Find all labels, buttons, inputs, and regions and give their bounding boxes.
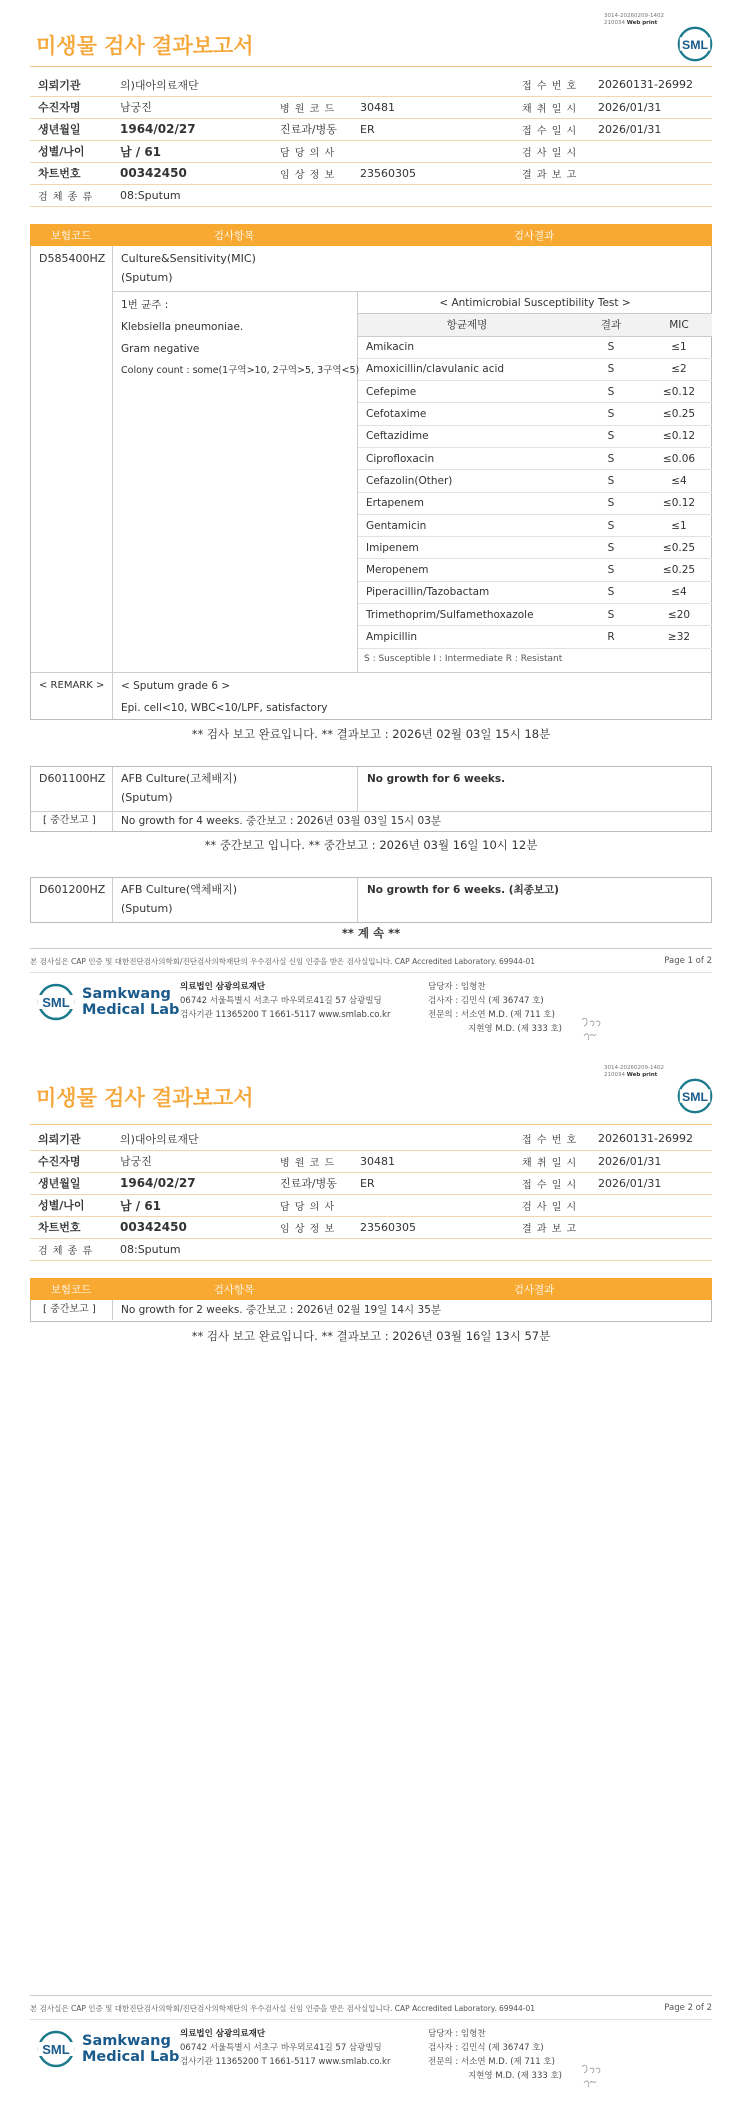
sex-age-label: 성별/나이: [30, 1194, 112, 1216]
collect-date-value: 2026/01/31: [590, 96, 712, 118]
institution-label: 의뢰기관: [30, 1128, 112, 1150]
ast-row: [358, 336, 712, 358]
test1-block: [30, 246, 712, 720]
lab-address: 의료법인 삼광의료재단 06742 서울특별시 서초구 바우뫼로41길 57 삼광빌딩 검사기관 11365200 T 1661-5117 www.smlab.co.kr: [180, 2029, 391, 2067]
patient-label: 수진자명: [30, 1150, 112, 1172]
birth-label: 생년월일: [30, 118, 112, 140]
institution-value: 의)대아의료재단: [112, 1128, 514, 1150]
test-date-label: 검 사 일 시: [514, 140, 590, 162]
page-number: Page 1 of 2: [664, 956, 712, 966]
ast-row: [358, 358, 712, 380]
sml-logo-icon: [676, 1077, 714, 1115]
signature-icon: [578, 1010, 612, 1042]
lab-staff: 담당자 : 임형찬 검사자 : 김민식 (제 36747 호) 전문의 : 서소연 M.D. (제 711 호) 지현영 M.D. (제 333 호): [428, 982, 563, 1034]
page2-interim: No growth for 2 weeks. 중간보고 : 2026년 02월 19일 14시 35분: [121, 1304, 442, 1316]
specimen-label: 검 체 종 류: [30, 1238, 112, 1260]
ast-mic: ≤1: [646, 336, 712, 358]
chart-label: 차트번호: [30, 162, 112, 184]
ast-result: S: [576, 358, 646, 380]
continued-note: ** 계 속 **: [341, 926, 401, 940]
birth-label: 생년월일: [30, 1172, 112, 1194]
ast-mic: ≤4: [646, 581, 712, 603]
institution-value: 의)대아의료재단: [112, 74, 514, 96]
ast-drug: Amoxicillin/clavulanic acid: [358, 358, 576, 380]
ast-result: S: [576, 470, 646, 492]
col-result: 검사결과: [513, 229, 555, 242]
brand-logo: [36, 2029, 179, 2069]
ast-drug: Meropenem: [358, 559, 576, 581]
ast-row: [358, 559, 712, 581]
ast-legend: S : Susceptible I : Intermediate R : Resistant: [364, 653, 563, 664]
ast-drug: Cefotaxime: [358, 403, 576, 425]
specimen-value: 08:Sputum: [112, 184, 712, 206]
ast-result: S: [576, 581, 646, 603]
birth-value: 1964/02/27: [112, 1172, 272, 1194]
col-code: 보험코드: [50, 229, 92, 242]
ast-mic: ≤0.12: [646, 381, 712, 403]
collect-date-label: 채 취 일 시: [514, 1150, 590, 1172]
doctor-value: [352, 140, 514, 162]
report-value: [590, 162, 712, 184]
chart-label: 차트번호: [30, 1216, 112, 1238]
remark-grade: < Sputum grade 6 >: [121, 680, 231, 692]
clinical-value: 23560305: [352, 162, 514, 184]
patient-header: [30, 1128, 712, 1261]
chart-value: 00342450: [112, 1216, 272, 1238]
ast-drug: Amikacin: [358, 336, 576, 358]
ast-result: S: [576, 559, 646, 581]
ast-row: [358, 381, 712, 403]
report-title: 미생물 검사 결과보고서: [36, 1086, 254, 1110]
svg-text:SML: SML: [681, 1089, 709, 1104]
sml-logo-icon: [676, 25, 714, 63]
sex-age-value: 남 / 61: [112, 1194, 272, 1216]
ast-row: [358, 425, 712, 447]
sex-age-value: 남 / 61: [112, 140, 272, 162]
test2-status: ** 중간보고 입니다. ** 중간보고 : 2026년 03월 16일 10시 12분: [204, 838, 538, 852]
ast-row: [358, 626, 712, 648]
test2-specimen: (Sputum): [121, 791, 173, 804]
ast-header-drug: 항균제명: [358, 314, 576, 336]
remark-detail: Epi. cell<10, WBC<10/LPF, satisfactory: [121, 702, 328, 714]
ast-mic: ≥32: [646, 626, 712, 648]
ast-row: [358, 604, 712, 626]
results-header-band: [30, 1278, 712, 1300]
ast-result: S: [576, 336, 646, 358]
report-label: 결 과 보 고: [514, 162, 590, 184]
cert-note: 본 검사실은 CAP 인증 및 대한진단검사의학회/진단검사의학재단의 우수검사실 신임 인증을 받은 검사실입니다. CAP Accredited Laboratory. 69944-01: [30, 2004, 536, 2013]
sex-age-label: 성별/나이: [30, 140, 112, 162]
dept-label: 진료과/병동: [272, 1172, 352, 1194]
birth-value: 1964/02/27: [112, 118, 272, 140]
sml-brand-icon: [36, 982, 76, 1022]
cert-note: 본 검사실은 CAP 인증 및 대한진단검사의학회/진단검사의학재단의 우수검사실 신임 인증을 받은 검사실입니다. CAP Accredited Laboratory. 69944-01: [30, 957, 536, 966]
clinical-label: 임 상 정 보: [272, 1216, 352, 1238]
ast-row: [358, 514, 712, 536]
ast-result: S: [576, 425, 646, 447]
hospital-code-value: 30481: [352, 96, 514, 118]
dept-value: ER: [352, 1172, 514, 1194]
receipt-date-value: 2026/01/31: [590, 118, 712, 140]
ast-row: [358, 492, 712, 514]
isolate-label: 1번 균주 :: [121, 299, 169, 311]
ast-drug: Trimethoprim/Sulfamethoxazole: [358, 604, 576, 626]
ast-result: S: [576, 514, 646, 536]
ast-row: [358, 537, 712, 559]
test-date-value: [590, 1194, 712, 1216]
document-code: 3014-20260209-1402 210034 Web print: [604, 1065, 664, 1078]
lab-staff: 담당자 : 임형찬 검사자 : 김민식 (제 36747 호) 전문의 : 서소연 M.D. (제 711 호) 지현영 M.D. (제 333 호): [428, 2029, 563, 2081]
receipt-no-label: 접 수 번 호: [514, 1128, 590, 1150]
ast-result: S: [576, 537, 646, 559]
ast-mic: ≤0.12: [646, 425, 712, 447]
brand-line1: Samkwang: [82, 986, 171, 1002]
dept-label: 진료과/병동: [272, 118, 352, 140]
test2-result: No growth for 6 weeks.: [367, 773, 506, 785]
clinical-value: 23560305: [352, 1216, 514, 1238]
ast-drug: Piperacillin/Tazobactam: [358, 581, 576, 603]
patient-header: [30, 74, 712, 207]
results-header-band: [30, 224, 712, 246]
report-page-2: [0, 1062, 744, 2104]
test-date-label: 검 사 일 시: [514, 1194, 590, 1216]
svg-text:SML: SML: [42, 2042, 70, 2057]
test1-code: D585400HZ: [39, 252, 106, 265]
ast-result: S: [576, 381, 646, 403]
test1-complete: ** 검사 보고 완료입니다. ** 결과보고 : 2026년 02월 03일 15시 18분: [191, 727, 551, 741]
collect-date-value: 2026/01/31: [590, 1150, 712, 1172]
ast-mic: ≤0.06: [646, 447, 712, 469]
ast-result: R: [576, 626, 646, 648]
ast-drug: Cefazolin(Other): [358, 470, 576, 492]
receipt-date-label: 접 수 일 시: [514, 118, 590, 140]
brand-logo: [36, 982, 179, 1022]
test2-code: D601100HZ: [39, 772, 106, 785]
hospital-code-label: 병 원 코 드: [272, 1150, 352, 1172]
colony-count: Colony count : some(1구역>10, 2구역>5, 3구역<5): [121, 365, 360, 376]
clinical-label: 임 상 정 보: [272, 162, 352, 184]
col-code: 보험코드: [50, 1283, 92, 1296]
doctor-label: 담 당 의 사: [272, 1194, 352, 1216]
doctor-label: 담 당 의 사: [272, 140, 352, 162]
hospital-code-label: 병 원 코 드: [272, 96, 352, 118]
ast-drug: Ceftazidime: [358, 425, 576, 447]
ast-drug: Ertapenem: [358, 492, 576, 514]
ast-table: [358, 292, 712, 669]
page2-interim-label: [ 중간보고 ]: [43, 1304, 96, 1315]
receipt-no-label: 접 수 번 호: [514, 74, 590, 96]
collect-date-label: 채 취 일 시: [514, 96, 590, 118]
page2-complete: ** 검사 보고 완료입니다. ** 결과보고 : 2026년 03월 16일 13시 57분: [191, 1329, 551, 1343]
brand-line2: Medical Lab: [82, 2049, 180, 2065]
chart-value: 00342450: [112, 162, 272, 184]
col-result: 검사결과: [513, 1283, 555, 1296]
ast-result: S: [576, 403, 646, 425]
patient-value: 남궁진: [112, 1150, 272, 1172]
signature-icon: [578, 2057, 612, 2089]
brand-line2: Medical Lab: [82, 1002, 180, 1018]
test3-specimen: (Sputum): [121, 902, 173, 915]
col-item: 검사항목: [213, 1283, 255, 1296]
brand-line1: Samkwang: [82, 2033, 171, 2049]
ast-header-mic: MIC: [646, 314, 712, 336]
ast-header-result: 결과: [576, 314, 646, 336]
test2-block: [30, 766, 712, 832]
report-value: [590, 1216, 712, 1238]
document-code: 3014-20260209-1402 210034 Web print: [604, 13, 664, 26]
ast-drug: Imipenem: [358, 537, 576, 559]
remark-label: < REMARK >: [39, 680, 105, 691]
ast-result: S: [576, 447, 646, 469]
ast-mic: ≤0.25: [646, 537, 712, 559]
svg-text:SML: SML: [42, 995, 70, 1010]
test3-code: D601200HZ: [39, 883, 106, 896]
hospital-code-value: 30481: [352, 1150, 514, 1172]
ast-drug: Ciprofloxacin: [358, 447, 576, 469]
gram-stain: Gram negative: [121, 343, 200, 355]
page2-interim-row: [30, 1300, 712, 1322]
doctor-value: [352, 1194, 514, 1216]
patient-value: 남궁진: [112, 96, 272, 118]
ast-result: S: [576, 604, 646, 626]
receipt-date-label: 접 수 일 시: [514, 1172, 590, 1194]
ast-title: < Antimicrobial Susceptibility Test >: [358, 292, 712, 314]
test3-block: [30, 877, 712, 923]
svg-text:SML: SML: [681, 37, 709, 52]
patient-label: 수진자명: [30, 96, 112, 118]
specimen-value: 08:Sputum: [112, 1238, 712, 1260]
ast-result: S: [576, 492, 646, 514]
sml-brand-icon: [36, 2029, 76, 2069]
institution-label: 의뢰기관: [30, 74, 112, 96]
receipt-no-value: 20260131-26992: [590, 74, 712, 96]
test2-name: AFB Culture(고체배지): [121, 772, 238, 785]
ast-mic: ≤2: [646, 358, 712, 380]
lab-address: 의료법인 삼광의료재단 06742 서울특별시 서초구 바우뫼로41길 57 삼광빌딩 검사기관 11365200 T 1661-5117 www.smlab.co.kr: [180, 982, 391, 1020]
ast-row: [358, 470, 712, 492]
test-date-value: [590, 140, 712, 162]
ast-drug: Ampicillin: [358, 626, 576, 648]
col-item: 검사항목: [213, 229, 255, 242]
ast-row: [358, 403, 712, 425]
report-title: 미생물 검사 결과보고서: [36, 34, 254, 58]
ast-mic: ≤20: [646, 604, 712, 626]
ast-mic: ≤4: [646, 470, 712, 492]
receipt-date-value: 2026/01/31: [590, 1172, 712, 1194]
test3-result: No growth for 6 weeks. (최종보고): [367, 884, 559, 896]
ast-drug: Gentamicin: [358, 514, 576, 536]
ast-row: [358, 447, 712, 469]
ast-drug: Cefepime: [358, 381, 576, 403]
test1-specimen: (Sputum): [121, 271, 173, 284]
ast-mic: ≤0.12: [646, 492, 712, 514]
test1-name: Culture&Sensitivity(MIC): [121, 252, 256, 265]
report-label: 결 과 보 고: [514, 1216, 590, 1238]
receipt-no-value: 20260131-26992: [590, 1128, 712, 1150]
test3-name: AFB Culture(액체배지): [121, 883, 238, 896]
ast-mic: ≤0.25: [646, 403, 712, 425]
test2-interim: No growth for 4 weeks. 중간보고 : 2026년 03월 03일 15시 03분: [121, 815, 442, 827]
organism-name: Klebsiella pneumoniae.: [121, 321, 244, 333]
specimen-label: 검 체 종 류: [30, 184, 112, 206]
ast-row: [358, 581, 712, 603]
page-number: Page 2 of 2: [664, 2003, 712, 2013]
dept-value: ER: [352, 118, 514, 140]
ast-mic: ≤0.25: [646, 559, 712, 581]
divider: [30, 66, 712, 67]
test2-interim-label: [ 중간보고 ]: [43, 815, 96, 826]
ast-mic: ≤1: [646, 514, 712, 536]
